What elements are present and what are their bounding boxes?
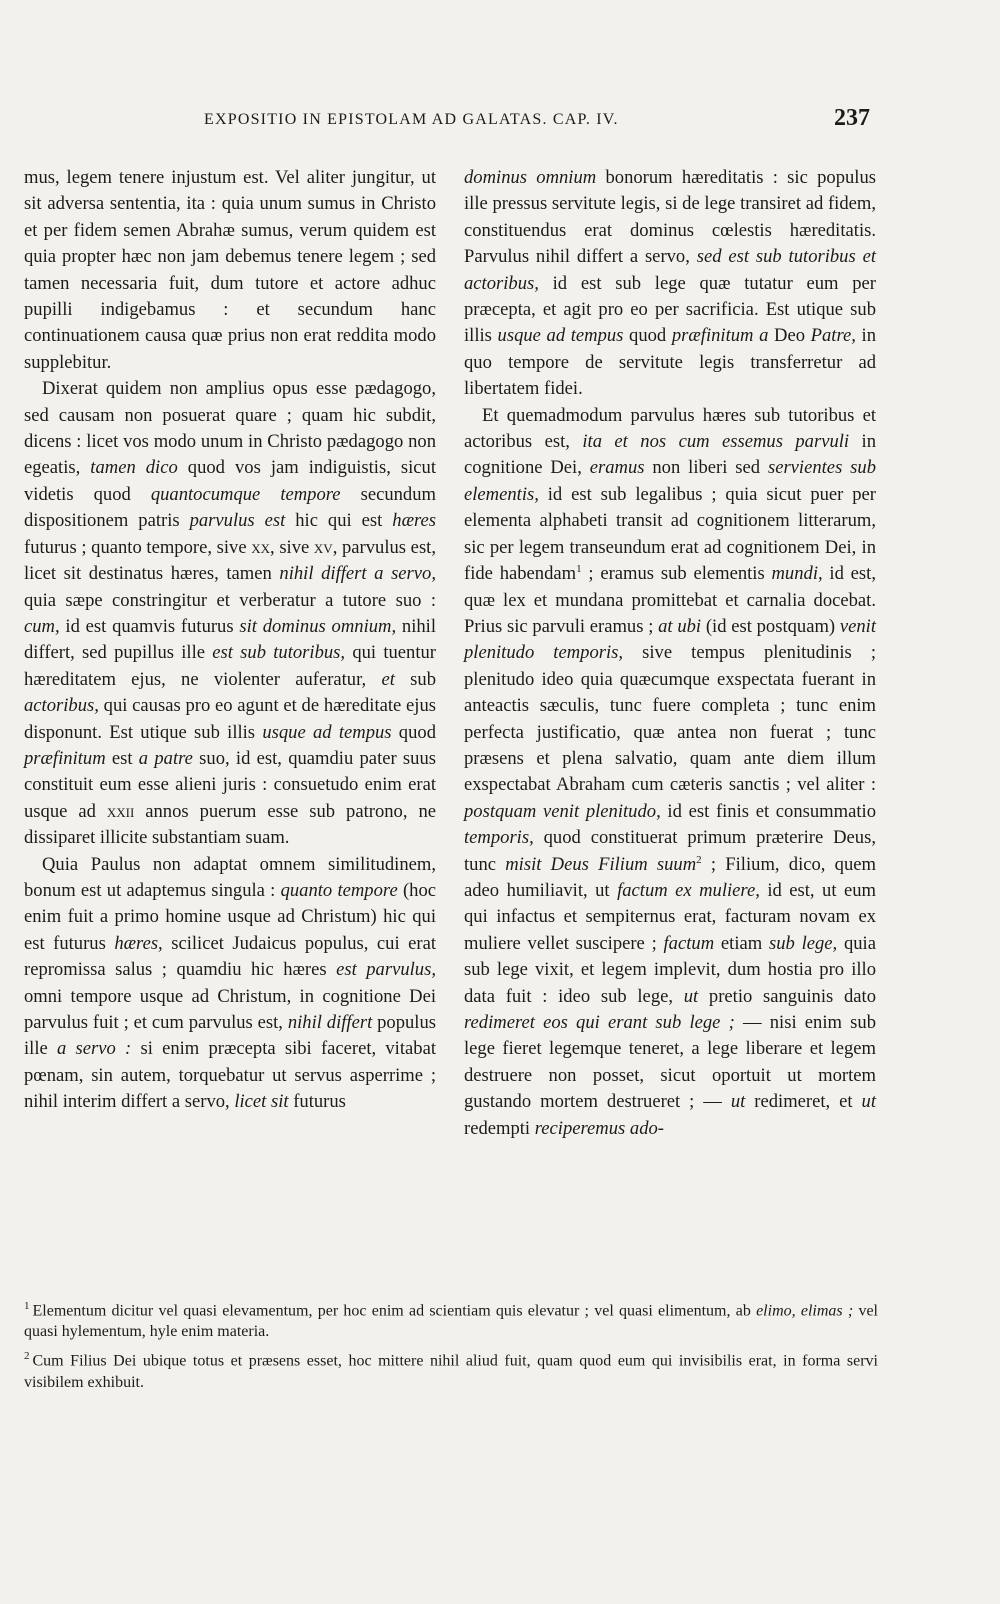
paragraph: Quia Paulus non adaptat omnem similitudinem, bonum est ut adaptemus singula : quanto tempore (hoc enim fuit a primo homine usque ad Christum) hic qui est futurus hæres, scilicet Judaicus populus, cui erat repromissa salus ; quamdiu hic hæres est parvulus, omni tempore usque ad Christum, in cognitione Dei parvulus fuit ; et cum parvulus est, nihil differt populus ille a servo : si enim præcepta sibi faceret, vitabat pœnam, sin autem, torquebatur ut servus asperrime ; nihil interim differt a servo, licet sit futurus bbox=[24, 853, 436, 1113]
footnote-1: $^1$ Elementum dicitur vel quasi elevamentum, per hoc enim ad scientiam quis elevatur ; vel quasi elimentum, ab elimo, elimas ; vel quasi hylementum, hyle enim materia. bbox=[24, 1300, 879, 1341]
page-number: 237 bbox=[834, 105, 870, 131]
running-title: EXPOSITIO IN EPISTOLAM AD GALATAS. CAP. IV. bbox=[204, 111, 619, 128]
right-column bbox=[464, 165, 876, 1235]
footnote-ref: 1 bbox=[576, 562, 582, 575]
footnote-2: $^2$ Cum Filius Dei ubique totus et præsens esset, hoc mittere nihil aliud fuit, quam quod eum qui invisibilis erat, in forma servi visibilem exhibuit. bbox=[24, 1350, 878, 1391]
page-header bbox=[0, 105, 1000, 135]
footnote-mark: 2 bbox=[24, 1350, 30, 1363]
footnotes bbox=[24, 1296, 878, 1397]
left-column bbox=[24, 165, 436, 1235]
paragraph: mus, legem tenere injustum est. Vel aliter jungitur, ut sit adversa sententia, ita : quia unum sumus in Christo et per fidem semen Abrahæ sumus, verum quidem est quia propter hæc non jam debemus tenere legem ; sed tamen necessaria fuit, dum tutore et actore adhuc pupilli indigebamus : et secundum hanc continuationem causa quæ prius non erat reddita modo supplebitur. bbox=[24, 167, 436, 373]
paragraph: Et quemadmodum parvulus hæres sub tutoribus et actoribus est, ita et nos cum essemus parvuli in cognitione Dei, eramus non liberi sed servientes sub elementis, id est sub legalibus ; quia sicut puer per elementa alphabeti transit ad cognitionem litterarum, sic per legem transeundum erat ad cognitionem Dei, in fide habendam$^1$ ; eramus sub elementis mundi, id est, quæ lex et mundana promittebat et carnalia docebat. Prius sic parvuli eramus ; at ubi (id est postquam) venit plenitudo temporis, sive tempus plenitudinis ; plenitudo ideo quia quæcumque exspectata fuerant in anteactis sæculis, tunc fuere completa ; tunc enim perfecta justificatio, quæ antea non fuerat ; tunc præsens et plena salvatio, quam ante diem illum exspectabat Abraham cum cæteris sanctis ; vel aliter : postquam venit plenitudo, id est finis et consummatio temporis, quod constituerat primum præterire Deus, tunc misit Deus Filium suum$^2$ ; Filium, dico, quem adeo humiliavit, ut factum ex muliere, id est, ut eum qui infactus et sempiternus erat, facturam novam ex muliere vellet suscipere ; factum etiam sub lege, quia sub lege vixit, et legem implevit, dum hostia pro illo data fuit : ideo sub lege, ut pretio sanguinis dato redimeret eos qui erant sub lege ; — nisi enim sub lege fieret legemque teneret, a lege liberare et legem destruere non posset, sicut oportuit ut mortem gustando mortem destrueret ; — ut redimeret, et ut redempti reciperemus ado- bbox=[464, 404, 877, 1139]
footnote-ref: 2 bbox=[696, 853, 702, 866]
paragraph: dominus omnium bonorum hæreditatis : sic populus ille pressus servitute legis, si de lege transiret ad fidem, constituendus erat dominus cœlestis hæreditatis. Parvulus nihil differt a servo, sed est sub tutoribus et actoribus, id est sub lege quæ tutatur eum per præcepta, et agit pro eo per sacrificia. Est utique sub illis usque ad tempus quod præfinitum a Deo Patre, in quo tempore de servitute legis transferretur ad libertatem fidei. bbox=[464, 167, 876, 400]
paragraph: Dixerat quidem non amplius opus esse pædagogo, sed causam non posuerat quare ; quam hic subdit, dicens : licet vos modo unum in Christo pædagogo non egeatis, tamen dico quod vos jam indiguistis, sicut videtis quod quantocumque tempore secundum dispositionem patris parvulus est hic qui est hæres futurus ; quanto tempore, sive xx, sive xv, parvulus est, licet sit destinatus hæres, tamen nihil differt a servo, quia sæpe constringitur et verberatur a tutore suo : cum, id est quamvis futurus sit dominus omnium, nihil differt, sed pupillus ille est sub tutoribus, qui tuentur hæreditatem ejus, ne violenter auferatur, et sub actoribus, qui causas pro eo agunt et de hæreditate ejus disponunt. Est utique sub illis usque ad tempus quod præfinitum est a patre suo, id est, quamdiu pater suus constituit eum esse alieni juris : consuetudo enim erat usque ad xxii annos puerum esse sub patrono, ne dissiparet illicite substantiam suam. bbox=[24, 378, 437, 849]
footnote-mark: 1 bbox=[24, 1300, 30, 1312]
